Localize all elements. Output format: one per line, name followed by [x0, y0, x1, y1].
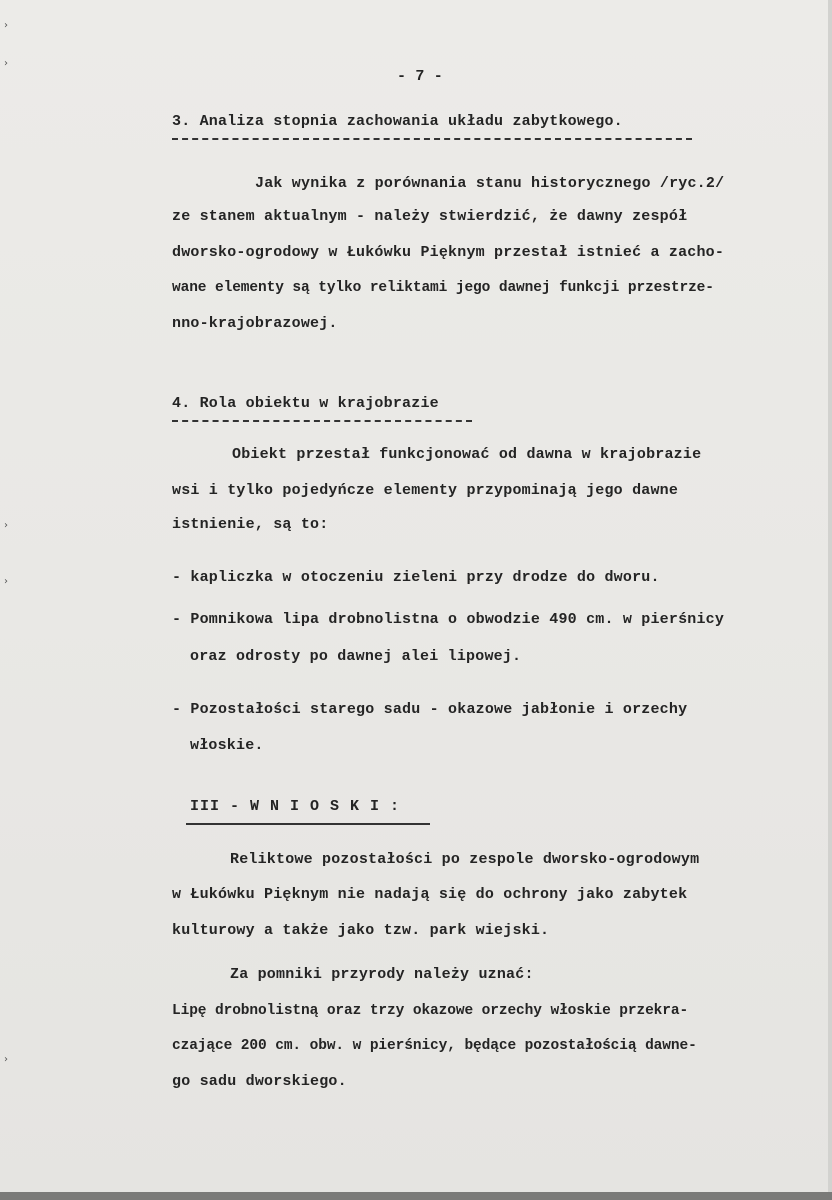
margin-mark: ›: [4, 20, 8, 31]
list-item: - Pomnikowa lipa drobnolistna o obwodzie 490 cm. w pierśnicy: [172, 611, 725, 628]
paragraph-line: nno-krajobrazowej.: [172, 315, 338, 332]
margin-mark: ›: [4, 576, 8, 587]
paragraph-line: Za pomniki przyrody należy uznać:: [230, 966, 534, 983]
heading-underline: [172, 420, 472, 422]
list-item: - Pozostałości starego sadu - okazowe jabłonie i orzechy: [172, 701, 688, 718]
heading-underline: [186, 823, 430, 825]
list-item-continuation: włoskie.: [190, 737, 264, 754]
paragraph-line: kulturowy a także jako tzw. park wiejski.: [172, 922, 550, 939]
conclusions-heading: III - W N I O S K I :: [190, 798, 401, 815]
paragraph-line: dworsko-ogrodowy w Łukówku Pięknym przestał istnieć a zacho-: [172, 244, 725, 261]
margin-mark: ›: [4, 1054, 8, 1065]
paragraph-line: Lipę drobnolistną oraz trzy okazowe orzechy włoskie przekra-: [172, 1003, 689, 1019]
paragraph-line: ze stanem aktualnym - należy stwierdzić, że dawny zespół: [172, 208, 688, 225]
section-heading-4: 4. Rola obiektu w krajobrazie: [172, 395, 439, 412]
scan-edge: [828, 0, 832, 1200]
heading-underline: [172, 138, 692, 140]
paragraph-line: Jak wynika z porównania stanu historycznego /ryc.2/: [255, 175, 725, 192]
section-heading-3: 3. Analiza stopnia zachowania układu zabytkowego.: [172, 113, 623, 130]
paragraph-line: wane elementy są tylko reliktami jego dawnej funkcji przestrze-: [172, 280, 714, 296]
paragraph-line: Reliktowe pozostałości po zespole dworsko-ogrodowym: [230, 851, 700, 868]
paragraph-line: czające 200 cm. obw. w pierśnicy, będące pozostałością dawne-: [172, 1038, 697, 1054]
margin-mark: ›: [4, 58, 8, 69]
paragraph-line: wsi i tylko pojedyńcze elementy przypominają jego dawne: [172, 482, 679, 499]
list-item: - kapliczka w otoczeniu zieleni przy drodze do dworu.: [172, 569, 660, 586]
list-item-continuation: oraz odrosty po dawnej alei lipowej.: [190, 648, 522, 665]
scan-edge: [0, 1192, 832, 1200]
paragraph-line: Obiekt przestał funkcjonować od dawna w krajobrazie: [232, 446, 702, 463]
paragraph-line: go sadu dworskiego.: [172, 1073, 347, 1090]
page-number: - 7 -: [397, 68, 444, 85]
margin-mark: ›: [4, 520, 8, 531]
paragraph-line: w Łukówku Pięknym nie nadają się do ochrony jako zabytek: [172, 886, 688, 903]
paragraph-line: istnienie, są to:: [172, 516, 329, 533]
